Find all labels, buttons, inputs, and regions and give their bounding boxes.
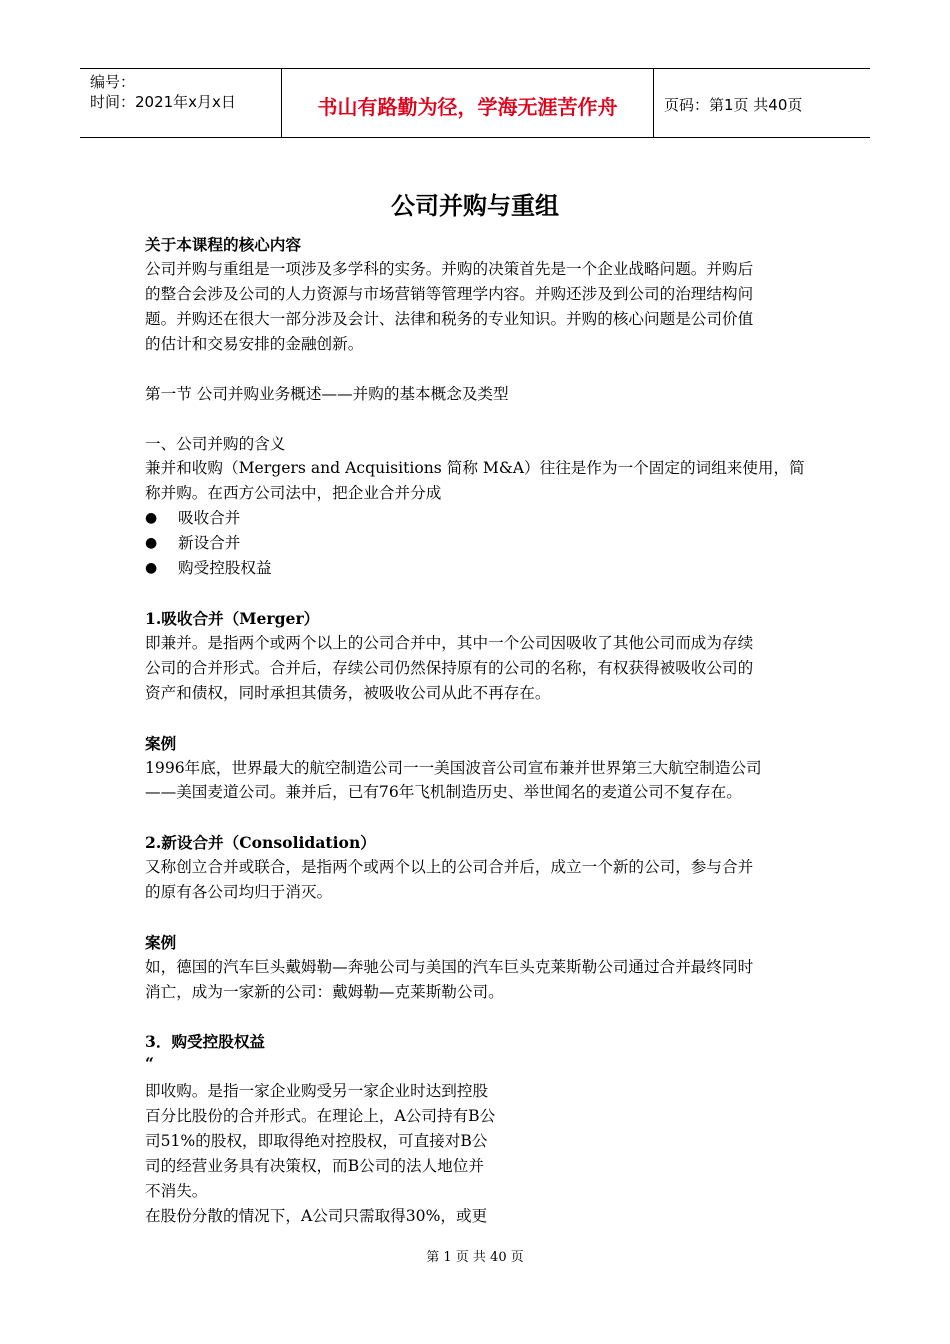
paragraph-line: 司51%的股权，即取得绝对控股权，可直接对B公 (145, 1132, 488, 1150)
heading-merger: 1.吸收合并（Merger） (145, 609, 320, 628)
heading-case: 案例 (145, 734, 177, 753)
bullet-icon: ● (145, 510, 158, 526)
paragraph-line: 的整合会涉及公司的人力资源与市场营销等管理学内容。并购还涉及到公司的治理结构问 (145, 285, 754, 303)
paragraph-line: 司的经营业务具有决策权，而B公司的法人地位并 (145, 1157, 484, 1175)
paragraph-line: 百分比股份的合并形式。在理论上，A公司持有B公 (145, 1107, 496, 1125)
list-item: 吸收合并 (178, 509, 241, 527)
paragraph-line: 兼并和收购（Mergers and Acquisitions 简称 M&A）往往是作为一个固定的词组来使用，简 (145, 459, 805, 477)
subheading-meaning: 一、公司并购的含义 (145, 435, 286, 453)
doc-time: 时间：2021年x月x日 (90, 93, 236, 111)
paragraph-line: 在股份分散的情况下，A公司只需取得30%，或更 (145, 1207, 488, 1225)
page-code: 页码：第1页 共40页 (664, 96, 803, 114)
paragraph-line: 公司的合并形式。合并后，存续公司仍然保持原有的公司的名称，有权获得被吸收公司的 (145, 659, 754, 677)
header-table (80, 68, 870, 138)
paragraph-line: 题。并购还在很大一部分涉及会计、法律和税务的专业知识。并购的核心问题是公司价值 (145, 310, 754, 328)
header-info-cell (80, 69, 282, 137)
heading-acquisition: 3．购受控股权益 (145, 1032, 266, 1051)
heading-consolidation: 2.新设合并（Consolidation） (145, 833, 376, 852)
paragraph-line: 称并购。在西方公司法中，把企业合并分成 (145, 484, 442, 502)
bullet-icon: ● (145, 535, 158, 551)
header-motto-cell (282, 69, 654, 137)
paragraph-line: 消亡，成为一家新的公司：戴姆勒—克莱斯勒公司。 (145, 983, 504, 1001)
section-heading-1: 第一节 公司并购业务概述——并购的基本概念及类型 (145, 385, 509, 403)
paragraph-line: 即收购。是指一家企业购受另一家企业时达到控股 (145, 1082, 489, 1100)
paragraph-line: 的估计和交易安排的金融创新。 (145, 335, 364, 353)
paragraph-line: 如，德国的汽车巨头戴姆勒—奔驰公司与美国的汽车巨头克莱斯勒公司通过合并最终同时 (145, 958, 754, 976)
motto: 书山有路勤为径，学海无涯苦作舟 (317, 95, 618, 119)
bullet-icon: ● (145, 560, 158, 576)
list-item: 购受控股权益 (178, 559, 272, 577)
list-item: 新设合并 (178, 534, 241, 552)
header-page-cell (654, 69, 870, 137)
heading-case: 案例 (145, 933, 177, 952)
paragraph-line: 不消失。 (145, 1182, 208, 1200)
doc-number: 编号： (90, 73, 136, 91)
quote-mark: “ (145, 1054, 154, 1073)
document-title: 公司并购与重组 (391, 192, 559, 220)
paragraph-line: 又称创立合并或联合，是指两个或两个以上的公司合并后，成立一个新的公司，参与合并 (145, 858, 754, 876)
paragraph-line: 公司并购与重组是一项涉及多学科的实务。并购的决策首先是一个企业战略问题。并购后 (145, 260, 754, 278)
section-heading-core: 关于本课程的核心内容 (145, 235, 301, 254)
paragraph-line: 1996年底，世界最大的航空制造公司一一美国波音公司宣布兼并世界第三大航空制造公司 (145, 759, 762, 777)
paragraph-line: ——美国麦道公司。兼并后，已有76年飞机制造历史、举世闻名的麦道公司不复存在。 (145, 783, 742, 801)
paragraph-line: 资产和债权，同时承担其债务，被吸收公司从此不再存在。 (145, 684, 551, 702)
page-footer: 第 1 页 共 40 页 (426, 1250, 524, 1265)
paragraph-line: 即兼并。是指两个或两个以上的公司合并中，其中一个公司因吸收了其他公司而成为存续 (145, 634, 754, 652)
paragraph-line: 的原有各公司均归于消灭。 (145, 883, 333, 901)
